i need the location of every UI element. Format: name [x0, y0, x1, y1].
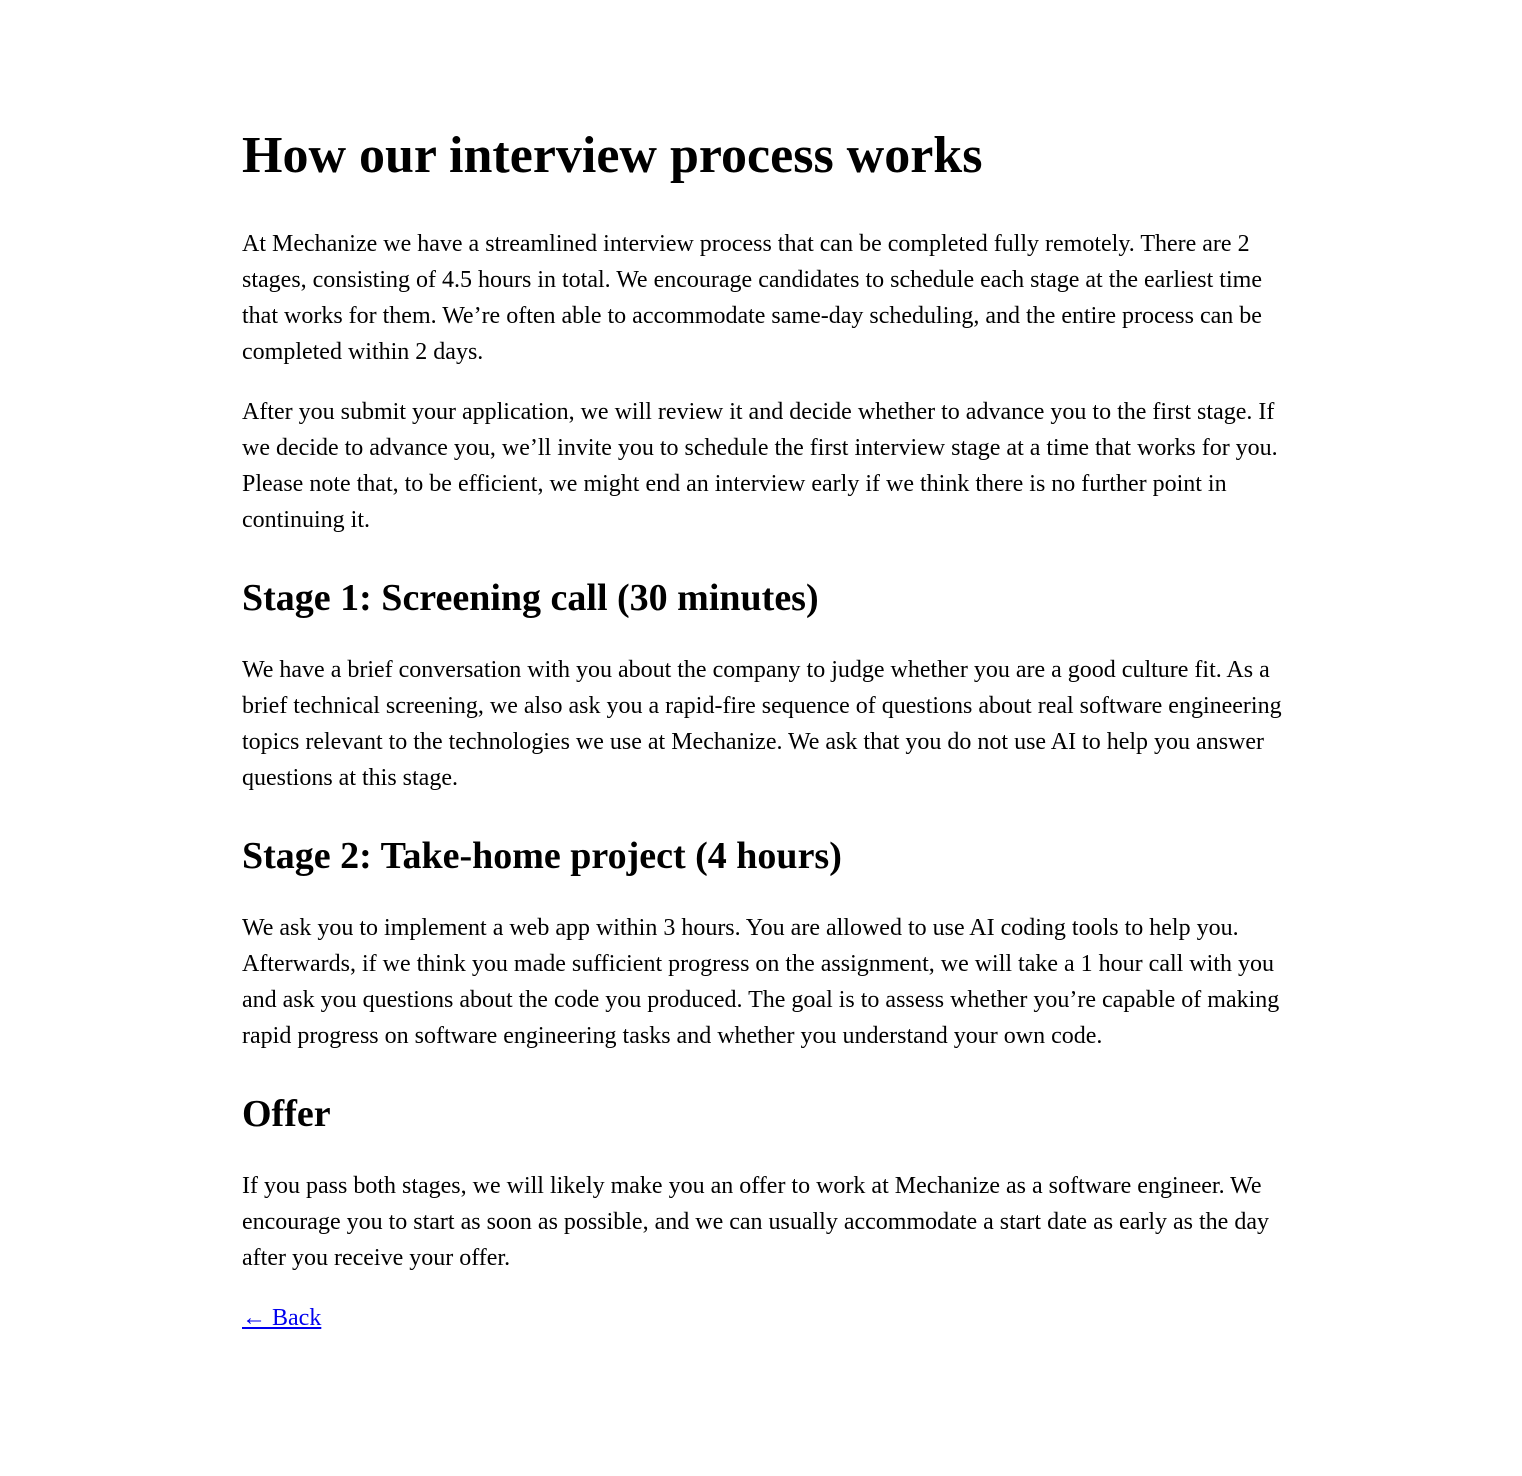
stage-1-section [242, 574, 1284, 796]
section-body: If you pass both stages, we will likely make you an offer to work at Mechanize as a software engineer. We encourage you to start as soon as possible, and we can usually accommodate a start date as early as the day after you receive your offer. [242, 1173, 1269, 1271]
page-content [242, 0, 1284, 1336]
section-heading: Stage 2: Take-home project (4 hours) [242, 835, 842, 877]
section-heading: Offer [242, 1093, 331, 1135]
section-body: We have a brief conversation with you about the company to judge whether you are a good culture fit. As a brief technical screening, we also ask you a rapid-fire sequence of questions about real software engineering topics relevant to the technologies we use at Mechanize. We ask that you do not use AI to help you answer questions at this stage. [242, 657, 1282, 791]
section-body: We ask you to implement a web app within 3 hours. You are allowed to use AI coding tools to help you. Afterwards, if we think you made sufficient progress on the assignment, we will take a 1 hour call with you and ask you questions about the code you produced. The goal is to assess whether you’re capable of making rapid progress on software engineering tasks and whether you understand your own code. [242, 915, 1280, 1049]
intro-paragraph: After you submit your application, we will review it and decide whether to advance you to the first stage. If we decide to advance you, we’ll invite you to schedule the first interview stage at a time that works for you. Please note that, to be efficient, we might end an interview early if we think there is no further point in continuing it. [242, 399, 1278, 533]
intro-paragraph: At Mechanize we have a streamlined interview process that can be completed fully remotely. There are 2 stages, consisting of 4.5 hours in total. We encourage candidates to schedule each stage at the earliest time that works for them. We’re often able to accommodate same-day scheduling, and the entire process can be completed within 2 days. [242, 231, 1262, 365]
stage-2-section [242, 832, 1284, 1054]
page-title: How our interview process works [242, 127, 983, 184]
section-heading: Stage 1: Screening call (30 minutes) [242, 577, 819, 619]
back-link[interactable]: ← Back [242, 1305, 322, 1331]
offer-section [242, 1090, 1284, 1276]
